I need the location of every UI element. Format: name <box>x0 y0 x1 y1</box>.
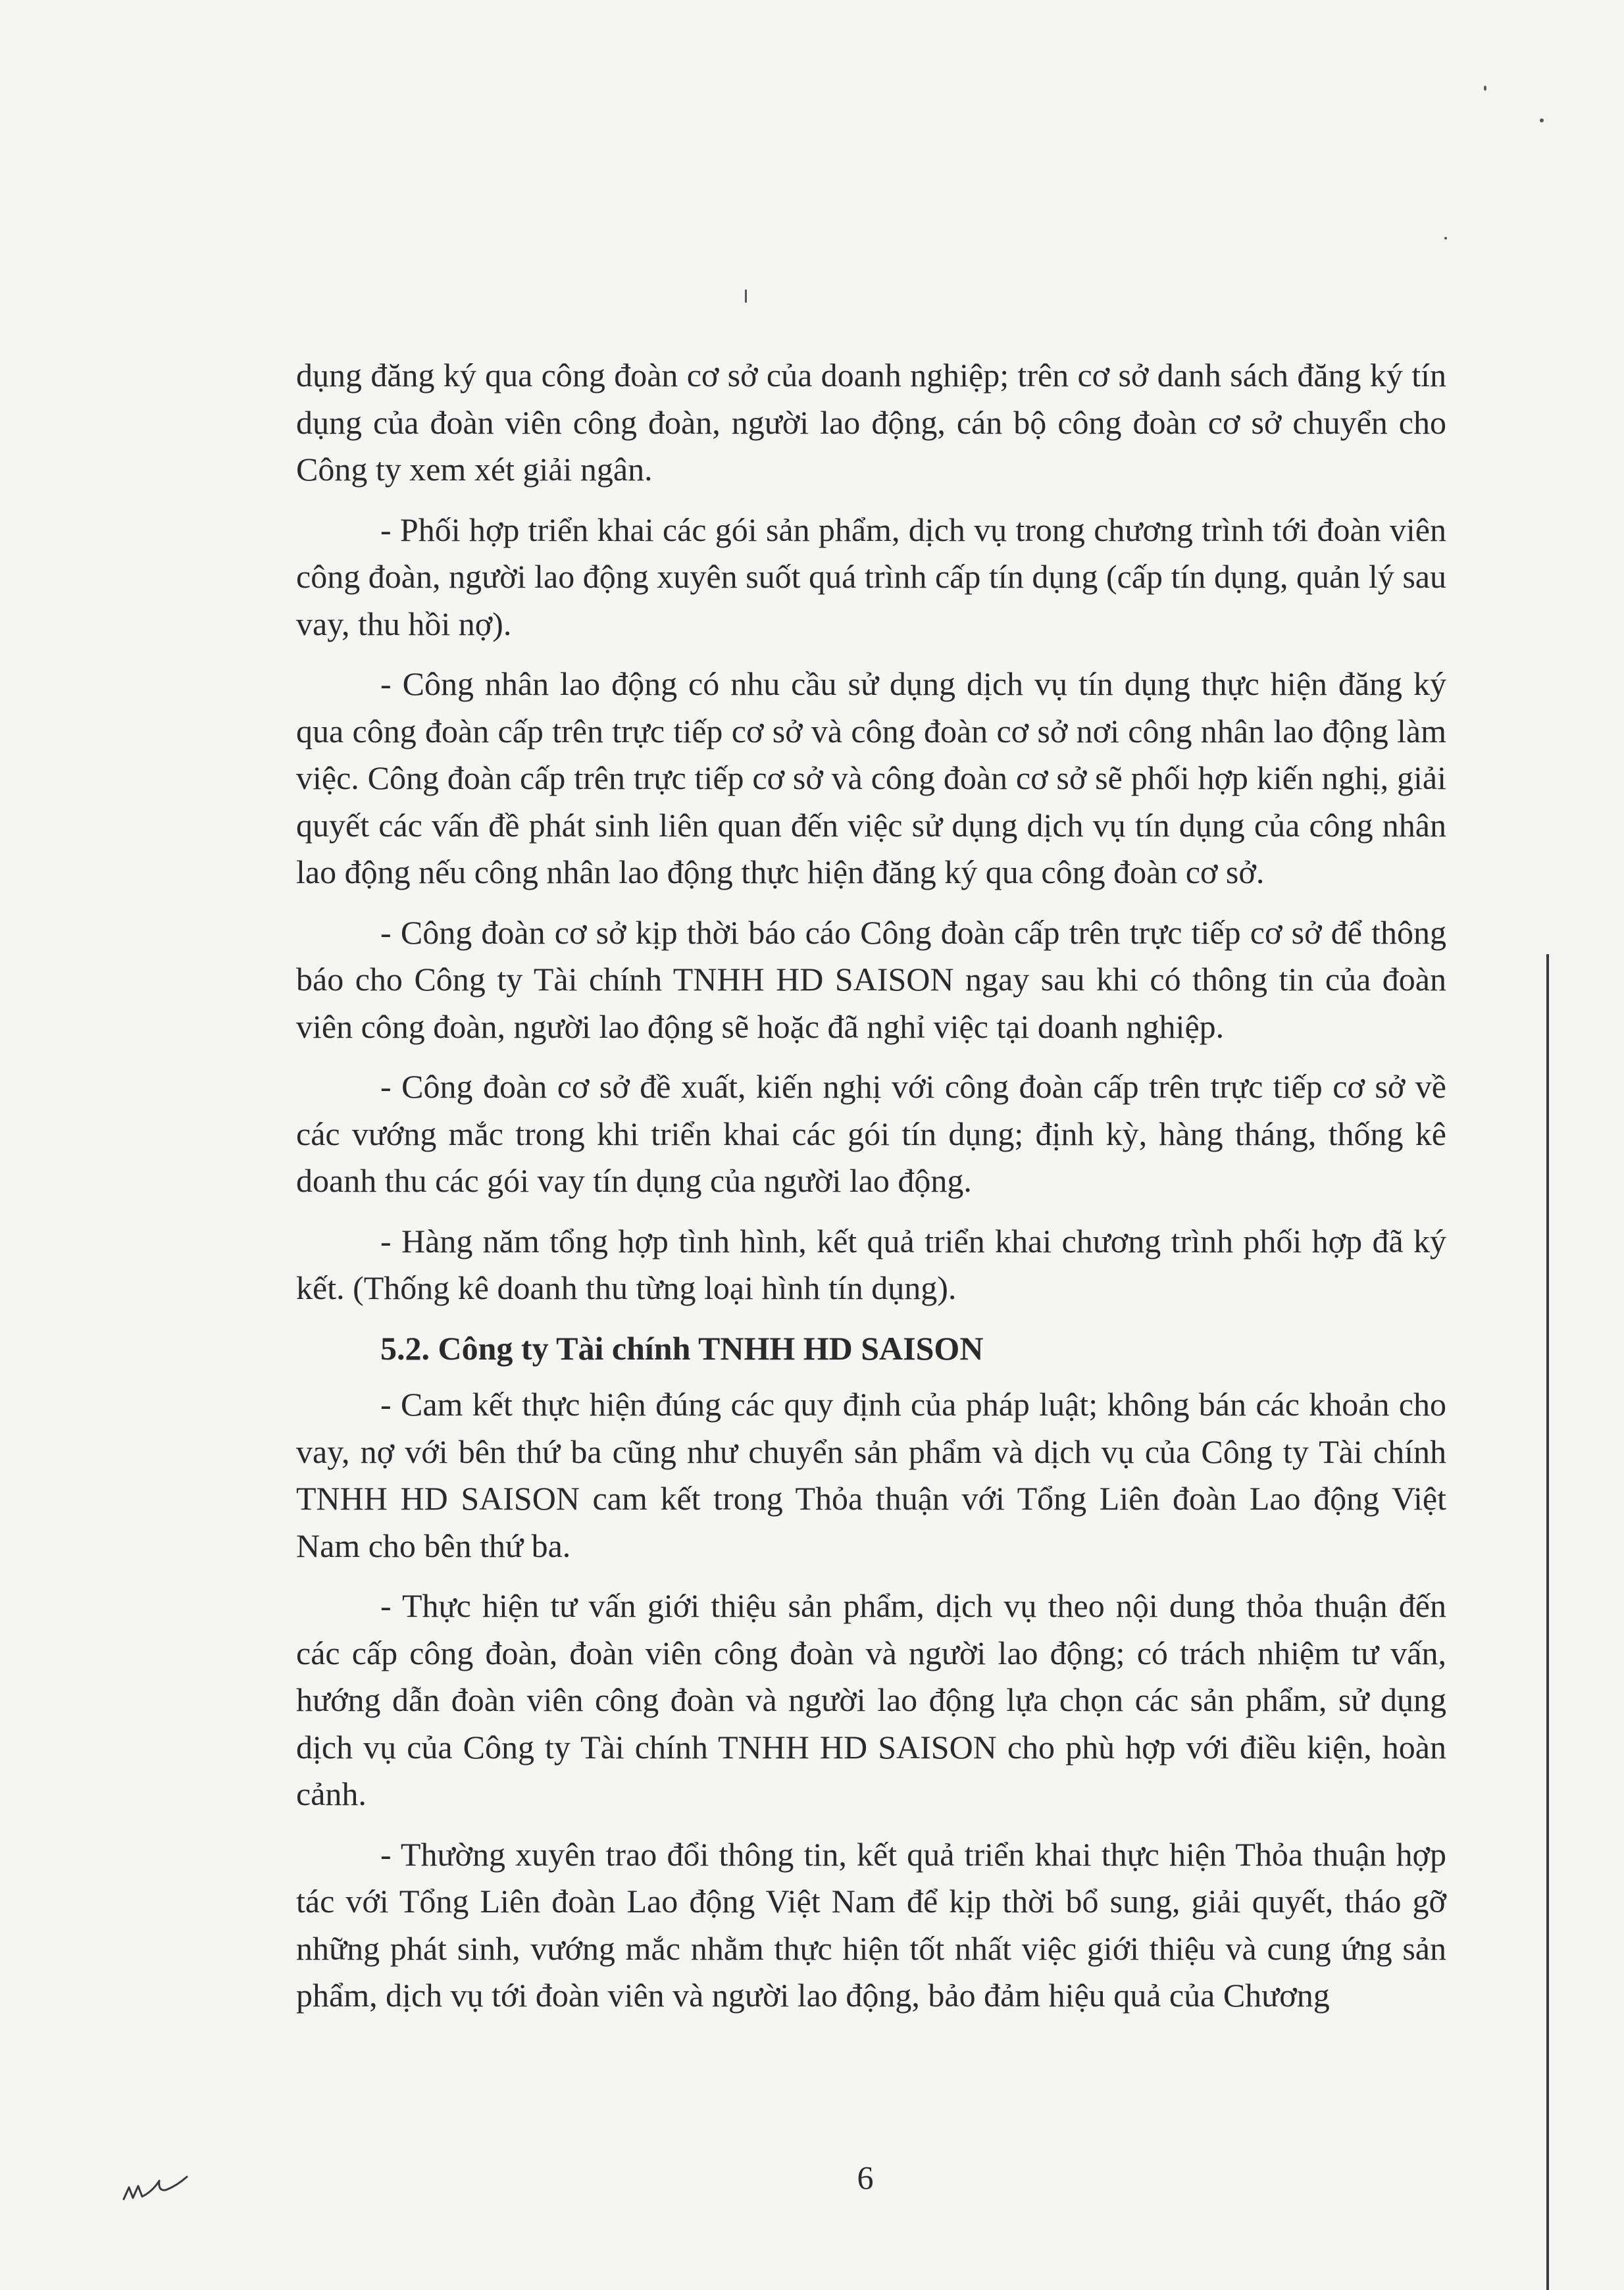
paragraph-4: - Công đoàn cơ sở kịp thời báo cáo Công đoàn cấp trên trực tiếp cơ sở để thông báo cho Công ty Tài chính TNHH HD SAISON ngay sau khi có thông tin của đoàn viên công đoàn, người lao động sẽ hoặc đã nghỉ việc tại doanh nghiệp. <box>296 913 1446 1045</box>
paragraph-8: - Thực hiện tư vấn giới thiệu sản phẩm, dịch vụ theo nội dung thỏa thuận đến các cấp công đoàn, đoàn viên công đoàn và người lao động; có trách nhiệm tư vấn, hướng dẫn đoàn viên công đoàn và người lao động lựa chọn các sản phẩm, sử dụng dịch vụ của Công ty Tài chính TNHH HD SAISON cho phù hợp với điều kiện, hoàn cảnh. <box>296 1587 1446 1812</box>
paragraph-1: dụng đăng ký qua công đoàn cơ sở của doanh nghiệp; trên cơ sở danh sách đăng ký tín dụng của đoàn viên công đoàn, người lao động, cán bộ công đoàn cơ sở chuyển cho Công ty xem xét giải ngân. <box>296 357 1446 488</box>
paragraph-7: - Cam kết thực hiện đúng các quy định của pháp luật; không bán các khoản cho vay, nợ với bên thứ ba cũng như chuyển sản phẩm và dịch vụ của Công ty Tài chính TNHH HD SAISON cam kết trong Thỏa thuận với Tổng Liên đoàn Lao động Việt Nam cho bên thứ ba. <box>296 1386 1446 1564</box>
scan-speck <box>1484 86 1486 91</box>
paragraph-3: - Công nhân lao động có nhu cầu sử dụng dịch vụ tín dụng thực hiện đăng ký qua công đoàn cấp trên trực tiếp cơ sở và công đoàn cơ sở nơi công nhân lao động làm việc. Công đoàn cấp trên trực tiếp cơ sở và công đoàn cơ sở sẽ phối hợp kiến nghị, giải quyết các vấn đề phát sinh liên quan đến việc sử dụng dịch vụ tín dụng của công nhân lao động nếu công nhân lao động thực hiện đăng ký qua công đoàn cơ sở. <box>296 665 1446 890</box>
scan-speck <box>1540 118 1544 122</box>
document-body <box>296 352 1446 2033</box>
initials-signature <box>118 2172 191 2211</box>
section-heading: 5.2. Công ty Tài chính TNHH HD SAISON <box>380 1329 984 1367</box>
paragraph-2: - Phối hợp triển khai các gói sản phẩm, dịch vụ trong chương trình tới đoàn viên công đoàn, người lao động xuyên suốt quá trình cấp tín dụng (cấp tín dụng, quản lý sau vay, thu hồi nợ). <box>296 511 1446 642</box>
paragraph-9: - Thường xuyên trao đổi thông tin, kết quả triển khai thực hiện Thỏa thuận hợp tác với Tổng Liên đoàn Lao động Việt Nam để kịp thời bổ sung, giải quyết, tháo gỡ những phát sinh, vướng mắc nhằm thực hiện tốt nhất việc giới thiệu và cung ứng sản phẩm, dịch vụ tới đoàn viên và người lao động, bảo đảm hiệu quả của Chương <box>296 1835 1446 2014</box>
paragraph-5: - Công đoàn cơ sở đề xuất, kiến nghị với công đoàn cấp trên trực tiếp cơ sở về các vướng mắc trong khi triển khai các gói tín dụng; định kỳ, hàng tháng, thống kê doanh thu các gói vay tín dụng của người lao động. <box>296 1068 1446 1199</box>
page-number: 6 <box>857 2159 874 2196</box>
scan-edge-line <box>1546 954 1549 2290</box>
paragraph-6: - Hàng năm tổng hợp tình hình, kết quả triển khai chương trình phối hợp đã ký kết. (Thống kê doanh thu từng loại hình tín dụng). <box>296 1222 1446 1306</box>
scan-speck <box>1444 237 1447 240</box>
scan-speck <box>745 290 747 303</box>
